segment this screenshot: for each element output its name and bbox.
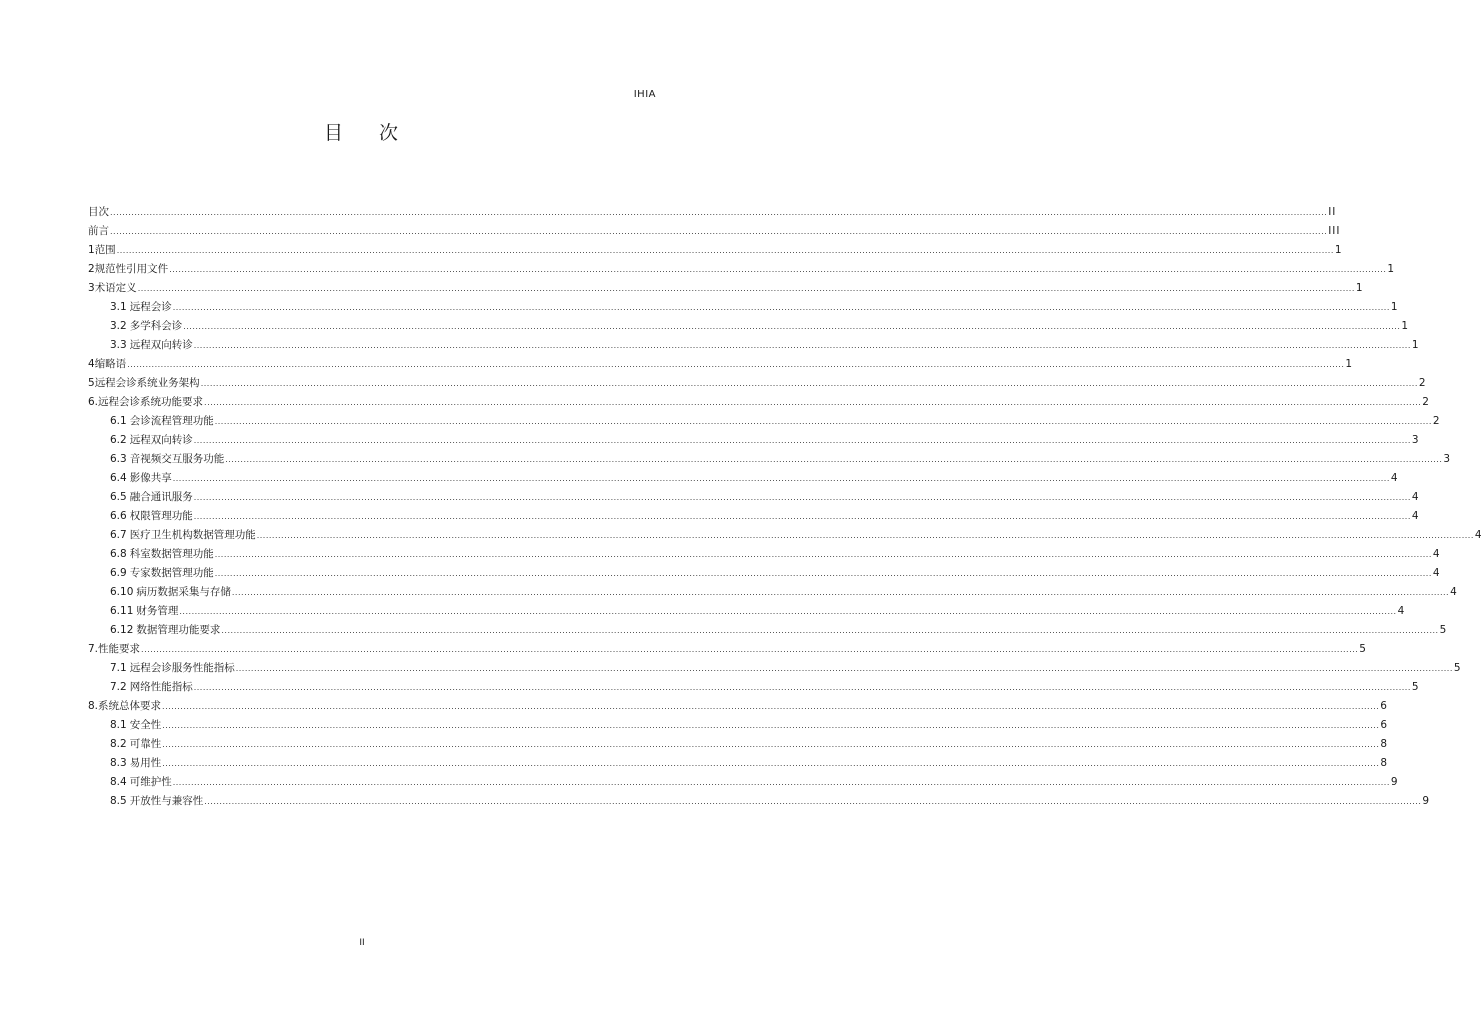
- toc-entry-page: 5: [1359, 643, 1367, 655]
- toc-entry-title: 系统总体要求: [98, 700, 162, 712]
- toc-leader-dots: ................................................................................................................................................................................................................................................................................................................................................................................................................: [221, 626, 1439, 635]
- toc-entry-title: 多学科会诊: [129, 320, 183, 332]
- toc-leader-dots: ................................................................................................................................................................................................................................................................................................................................................................................................................: [110, 208, 1328, 217]
- toc-entry[interactable]: [88, 792, 1431, 811]
- toc-entry[interactable]: [88, 526, 1483, 545]
- toc-entry[interactable]: [88, 697, 1388, 716]
- toc-entry[interactable]: [88, 678, 1420, 697]
- toc-entry[interactable]: [88, 412, 1441, 431]
- toc-entry-page: 4: [1474, 529, 1483, 541]
- toc-leader-dots: ................................................................................................................................................................................................................................................................................................................................................................................................................: [116, 246, 1334, 255]
- toc-entry-title: 财务管理: [136, 605, 179, 617]
- toc-entry-number: 8.3: [110, 757, 127, 769]
- toc-entry-number: 6.12: [110, 624, 134, 636]
- toc-entry-page: 5: [1411, 681, 1420, 693]
- toc-leader-dots: ................................................................................................................................................................................................................................................................................................................................................................................................................: [172, 474, 1390, 483]
- toc-entry-title: 远程双向转诊: [129, 339, 193, 351]
- toc-leader-dots: ................................................................................................................................................................................................................................................................................................................................................................................................................: [127, 360, 1345, 369]
- toc-entry-title: 网络性能指标: [129, 681, 193, 693]
- toc-entry-page: 6: [1380, 719, 1389, 731]
- toc-entry-page: 9: [1422, 795, 1431, 807]
- toc-entry-number: 6.1: [110, 415, 127, 427]
- toc-entry-page: 1: [1345, 358, 1354, 370]
- toc-leader-dots: ................................................................................................................................................................................................................................................................................................................................................................................................................: [214, 569, 1432, 578]
- toc-entry-page: 2: [1432, 415, 1441, 427]
- toc-entry-number: 6.4: [110, 472, 127, 484]
- toc-entry-title: 病历数据采集与存储: [136, 586, 231, 598]
- toc-entry[interactable]: [88, 431, 1420, 450]
- page-title-right: 次: [379, 122, 401, 144]
- toc-entry-title: 科室数据管理功能: [129, 548, 214, 560]
- toc-entry-page: 2: [1418, 377, 1427, 389]
- toc-entry-page: 4: [1450, 586, 1458, 598]
- toc-entry-title: 可维护性: [129, 776, 172, 788]
- toc-leader-dots: ................................................................................................................................................................................................................................................................................................................................................................................................................: [214, 417, 1432, 426]
- toc-leader-dots: ................................................................................................................................................................................................................................................................................................................................................................................................................: [204, 797, 1422, 806]
- toc-entry-page: 1: [1355, 282, 1364, 294]
- toc-entry[interactable]: [88, 640, 1367, 659]
- toc-entry[interactable]: [88, 621, 1448, 640]
- toc-entry[interactable]: [88, 507, 1420, 526]
- toc-entry[interactable]: [88, 773, 1399, 792]
- toc-entry-number: 7.2: [110, 681, 127, 693]
- toc-leader-dots: ................................................................................................................................................................................................................................................................................................................................................................................................................: [235, 664, 1453, 673]
- toc-entry-page: 1: [1334, 244, 1343, 256]
- toc-entry-title: 远程双向转诊: [129, 434, 193, 446]
- toc-entry-number: 2: [88, 263, 95, 275]
- toc-entry[interactable]: [88, 469, 1399, 488]
- toc-entry[interactable]: [88, 602, 1406, 621]
- toc-entry-title: 范围: [94, 244, 116, 256]
- toc-leader-dots: ................................................................................................................................................................................................................................................................................................................................................................................................................: [179, 607, 1397, 616]
- toc-entry-number: 8.5: [110, 795, 127, 807]
- toc-entry-title: 言: [98, 225, 109, 237]
- toc-entry[interactable]: [88, 754, 1389, 773]
- toc-entry[interactable]: [88, 260, 1396, 279]
- toc-entry[interactable]: [88, 203, 1337, 222]
- toc-leader-dots: ................................................................................................................................................................................................................................................................................................................................................................................................................: [225, 455, 1443, 464]
- toc-entry-title: 权限管理功能: [129, 510, 193, 522]
- toc-entry-number: 6.2: [110, 434, 127, 446]
- toc-entry-title: 可靠性: [129, 738, 162, 750]
- toc-entry-title: 远程会诊系统功能要求: [98, 396, 204, 408]
- toc-entry-title: 术语定义: [94, 282, 137, 294]
- toc-entry-number: 6.3: [110, 453, 127, 465]
- toc-leader-dots: ................................................................................................................................................................................................................................................................................................................................................................................................................: [214, 550, 1432, 559]
- toc-entry-title: 缩略语: [94, 358, 127, 370]
- toc-entry[interactable]: [88, 317, 1410, 336]
- toc-entry[interactable]: [88, 298, 1399, 317]
- toc-entry-number: 6.8: [110, 548, 127, 560]
- toc-entry-number: 8.2: [110, 738, 127, 750]
- toc-entry-number: 1: [88, 244, 95, 256]
- toc-entry-page: 1: [1411, 339, 1420, 351]
- toc-entry-page: 4: [1397, 605, 1406, 617]
- toc-leader-dots: ................................................................................................................................................................................................................................................................................................................................................................................................................: [169, 265, 1387, 274]
- toc-entry-number: 8.1: [110, 719, 127, 731]
- toc-leader-dots: ................................................................................................................................................................................................................................................................................................................................................................................................................: [200, 379, 1418, 388]
- toc-entry-number: 5: [88, 377, 95, 389]
- toc-leader-dots: ................................................................................................................................................................................................................................................................................................................................................................................................................: [193, 683, 1411, 692]
- toc-leader-dots: ................................................................................................................................................................................................................................................................................................................................................................................................................: [172, 303, 1390, 312]
- toc-entry[interactable]: [88, 583, 1458, 602]
- toc-entry-page: 5: [1453, 662, 1462, 674]
- toc-leader-dots: ................................................................................................................................................................................................................................................................................................................................................................................................................: [256, 531, 1474, 540]
- toc-entry-number: 6.11: [110, 605, 134, 617]
- toc-entry-title: 性能要求: [98, 643, 141, 655]
- toc-leader-dots: ................................................................................................................................................................................................................................................................................................................................................................................................................: [193, 493, 1411, 502]
- toc-leader-dots: ................................................................................................................................................................................................................................................................................................................................................................................................................: [162, 721, 1380, 730]
- toc-entry-number: 6.9: [110, 567, 127, 579]
- toc-leader-dots: ................................................................................................................................................................................................................................................................................................................................................................................................................: [137, 284, 1355, 293]
- toc-entry-number: 3: [88, 282, 95, 294]
- toc-leader-dots: ................................................................................................................................................................................................................................................................................................................................................................................................................: [193, 436, 1411, 445]
- toc-entry-number: 6.6: [110, 510, 127, 522]
- toc-entry-title: 会诊流程管理功能: [129, 415, 214, 427]
- toc-entry[interactable]: [88, 241, 1343, 260]
- toc-leader-dots: ................................................................................................................................................................................................................................................................................................................................................................................................................: [162, 702, 1380, 711]
- toc-entry[interactable]: [88, 488, 1420, 507]
- toc-entry-number: 7.: [88, 643, 99, 655]
- toc-entry-number: 4: [88, 358, 95, 370]
- toc-leader-dots: ................................................................................................................................................................................................................................................................................................................................................................................................................: [162, 740, 1380, 749]
- toc-entry-page: 8: [1380, 738, 1389, 750]
- toc-entry[interactable]: [88, 355, 1354, 374]
- toc-leader-dots: ................................................................................................................................................................................................................................................................................................................................................................................................................: [231, 588, 1450, 597]
- toc-entry[interactable]: [88, 374, 1427, 393]
- toc-entry-number: 6.10: [110, 586, 134, 598]
- toc-entry-title: 安全性: [129, 719, 162, 731]
- toc-entry-title: 影像共享: [129, 472, 172, 484]
- toc-entry-title: 音视频交互服务功能: [129, 453, 225, 465]
- toc-entry-number: 6.: [88, 396, 99, 408]
- toc-entry-page: II: [1328, 206, 1337, 218]
- toc-entry-page: 4: [1411, 510, 1420, 522]
- toc-entry-page: 4: [1432, 548, 1441, 560]
- page-title: [0, 118, 724, 145]
- table-of-contents: [88, 203, 1483, 811]
- toc-entry-number: 3.2: [110, 320, 127, 332]
- toc-entry-number: 8.4: [110, 776, 127, 788]
- toc-entry-title: 次: [98, 206, 109, 218]
- toc-entry[interactable]: [88, 564, 1441, 583]
- toc-entry-title: 远程会诊: [129, 301, 172, 313]
- toc-entry-page: 3: [1411, 434, 1420, 446]
- toc-entry-page: 4: [1432, 567, 1441, 579]
- toc-entry-number: 3.3: [110, 339, 127, 351]
- toc-entry[interactable]: [88, 659, 1462, 678]
- toc-entry-number: 6.5: [110, 491, 127, 503]
- toc-leader-dots: ................................................................................................................................................................................................................................................................................................................................................................................................................: [162, 759, 1380, 768]
- toc-entry[interactable]: [88, 545, 1441, 564]
- toc-entry[interactable]: [88, 393, 1430, 412]
- toc-entry-title: 远程会诊服务性能指标: [129, 662, 235, 674]
- toc-leader-dots: ................................................................................................................................................................................................................................................................................................................................................................................................................: [193, 512, 1411, 521]
- toc-entry-number: 目: [88, 206, 99, 218]
- toc-entry-page: 8: [1380, 757, 1389, 769]
- toc-leader-dots: ................................................................................................................................................................................................................................................................................................................................................................................................................: [110, 227, 1328, 236]
- toc-entry-title: 专家数据管理功能: [129, 567, 214, 579]
- toc-entry-number: 前: [88, 225, 99, 237]
- toc-entry-page: III: [1328, 225, 1341, 237]
- toc-leader-dots: ................................................................................................................................................................................................................................................................................................................................................................................................................: [204, 398, 1422, 407]
- toc-entry-title: 易用性: [129, 757, 162, 769]
- toc-entry-title: 融合通讯服务: [129, 491, 193, 503]
- toc-entry-title: 规范性引用文件: [94, 263, 169, 275]
- toc-entry[interactable]: [88, 450, 1452, 469]
- toc-entry-title: 数据管理功能要求: [136, 624, 221, 636]
- toc-entry-title: 医疗卫生机构数据管理功能: [129, 529, 256, 541]
- header-code: IHIA: [633, 89, 656, 100]
- toc-entry-page: 4: [1390, 472, 1399, 484]
- toc-entry[interactable]: [88, 716, 1389, 735]
- toc-entry-page: 1: [1387, 263, 1396, 275]
- toc-entry-page: 2: [1422, 396, 1430, 408]
- page-title-left: 目: [323, 122, 345, 144]
- toc-leader-dots: ................................................................................................................................................................................................................................................................................................................................................................................................................: [172, 778, 1390, 787]
- toc-entry-number: 8.: [88, 700, 99, 712]
- toc-leader-dots: ................................................................................................................................................................................................................................................................................................................................................................................................................: [193, 341, 1411, 350]
- toc-leader-dots: ................................................................................................................................................................................................................................................................................................................................................................................................................: [183, 322, 1401, 331]
- toc-entry[interactable]: [88, 279, 1364, 298]
- toc-entry-number: 7.1: [110, 662, 127, 674]
- toc-entry[interactable]: [88, 222, 1341, 241]
- toc-entry[interactable]: [88, 735, 1389, 754]
- toc-entry-page: 6: [1380, 700, 1388, 712]
- footer-page-number: II: [359, 938, 365, 948]
- toc-entry-page: 9: [1390, 776, 1399, 788]
- toc-entry-page: 3: [1443, 453, 1452, 465]
- toc-entry[interactable]: [88, 336, 1420, 355]
- toc-entry-number: 3.1: [110, 301, 127, 313]
- toc-entry-number: 6.7: [110, 529, 127, 541]
- toc-entry-title: 开放性与兼容性: [129, 795, 204, 807]
- toc-entry-page: 5: [1439, 624, 1448, 636]
- toc-entry-title: 远程会诊系统业务架构: [94, 377, 200, 389]
- toc-entry-page: 1: [1401, 320, 1410, 332]
- toc-leader-dots: ................................................................................................................................................................................................................................................................................................................................................................................................................: [141, 645, 1359, 654]
- toc-entry-page: 4: [1411, 491, 1420, 503]
- toc-entry-page: 1: [1390, 301, 1399, 313]
